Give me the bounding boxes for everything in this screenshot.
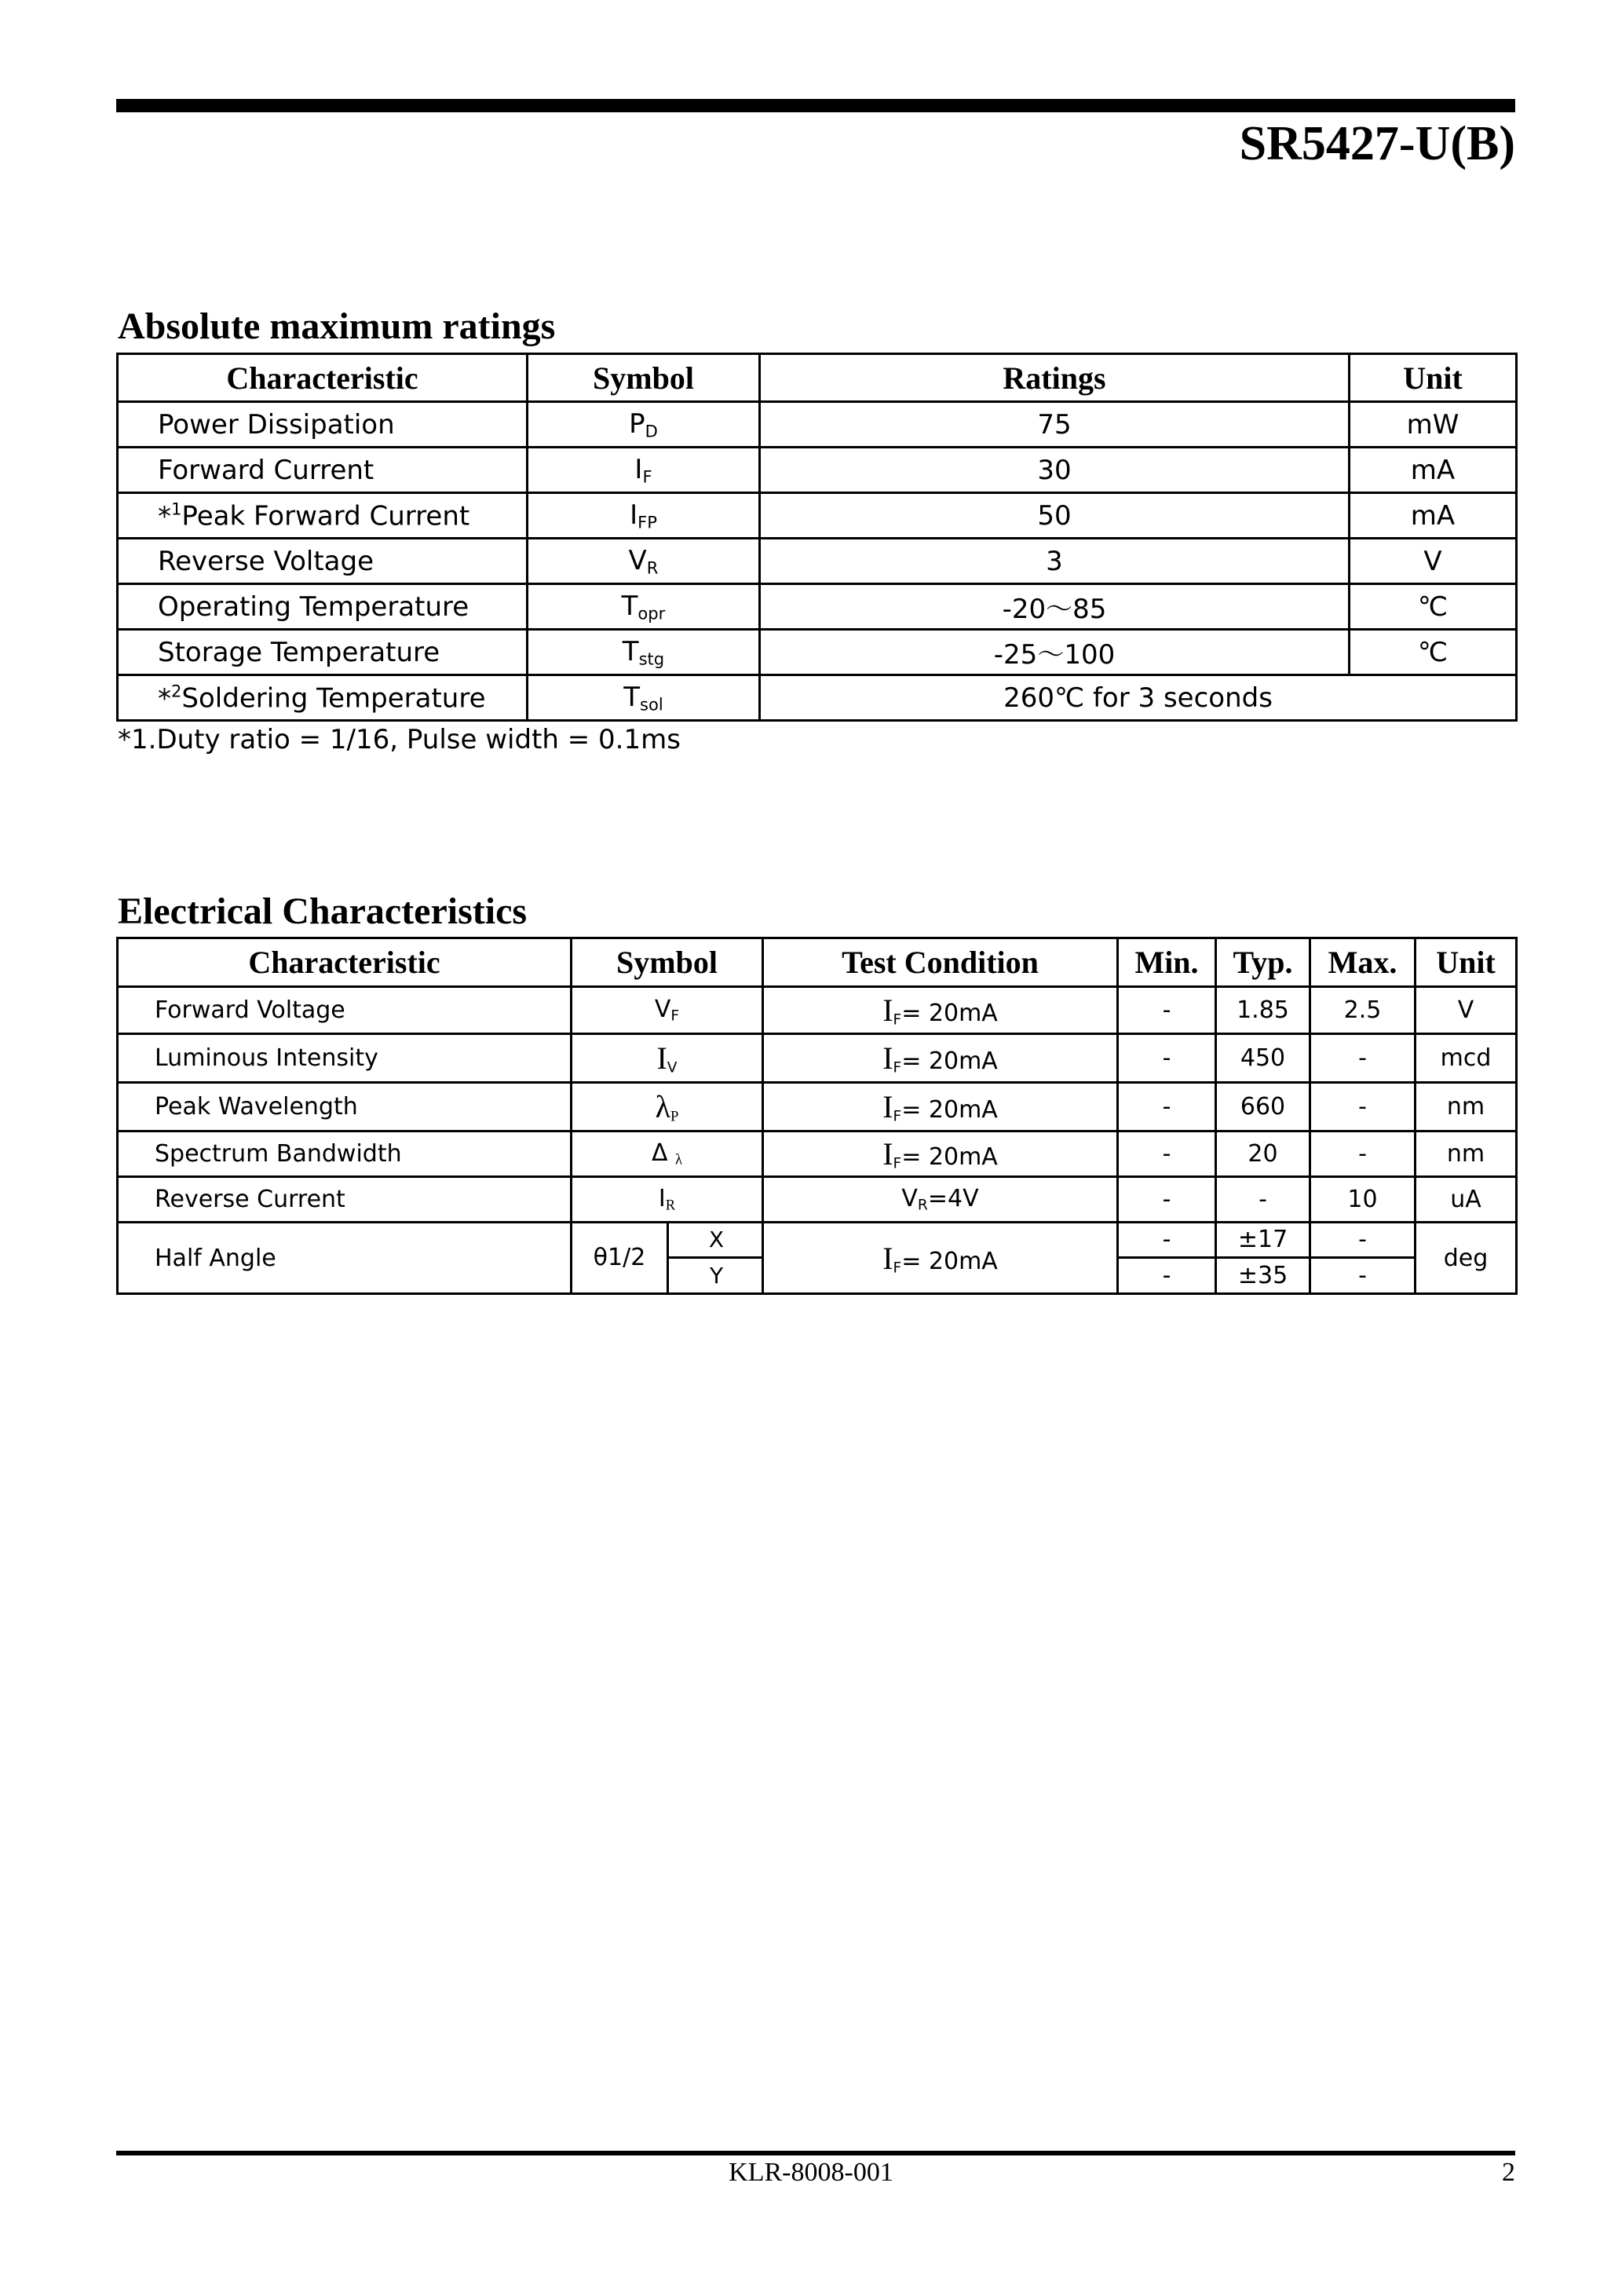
table-row — [118, 493, 1517, 539]
ec-condition: $I_F= 20mA$ — [763, 1083, 1118, 1132]
amr-symbol: $T_{opr}$ — [528, 584, 760, 630]
table-row — [118, 1034, 1517, 1083]
amr-symbol: $T_{stg}$ — [528, 630, 760, 675]
amr-symbol: $V_R$ — [528, 539, 760, 584]
ec-typ: - — [1216, 1177, 1310, 1223]
ec-symbol — [572, 1223, 763, 1294]
ec-max — [1310, 1223, 1416, 1294]
header-rule — [116, 99, 1515, 112]
ec-condition: $I_F= 20mA$ — [763, 987, 1118, 1034]
ec-condition: $I_F= 20mA$ — [763, 1223, 1118, 1294]
document-title: SR5427-U(B) — [1239, 117, 1515, 170]
ec-unit: deg — [1416, 1223, 1517, 1294]
axis-x-label: X — [708, 1227, 725, 1252]
ec-min: - — [1118, 1083, 1216, 1132]
ec-symbol: $I_V$ — [572, 1034, 763, 1083]
ec-max: 2.5 — [1310, 987, 1416, 1034]
amr-characteristic: Storage Temperature — [118, 630, 528, 675]
table-row — [118, 584, 1517, 630]
ec-max: - — [1310, 1083, 1416, 1132]
ec-max-x: - — [1311, 1223, 1414, 1259]
axis-y-label: Y — [709, 1263, 724, 1289]
amr-characteristic: Power Dissipation — [118, 402, 528, 448]
amr-unit: mA — [1350, 448, 1517, 493]
ec-header-symbol: Symbol — [572, 938, 763, 987]
ec-header-condition: Test Condition — [763, 938, 1118, 987]
ec-condition: $V_R=4V$ — [763, 1177, 1118, 1223]
amr-symbol: $T_{sol}$ — [528, 675, 760, 721]
ec-max: 10 — [1310, 1177, 1416, 1223]
ec-typ-y: ±35 — [1237, 1262, 1288, 1289]
ec-min: - — [1118, 987, 1216, 1034]
ec-typ: 660 — [1216, 1083, 1310, 1132]
ec-min: - — [1118, 1132, 1216, 1177]
ec-characteristic: Luminous Intensity — [118, 1034, 572, 1083]
amr-rating: -25～100 — [760, 630, 1350, 675]
amr-header-unit: Unit — [1350, 354, 1517, 402]
amr-rating: 30 — [760, 448, 1350, 493]
table-row — [118, 675, 1517, 721]
amr-symbol: $I_F$ — [528, 448, 760, 493]
ec-condition: $I_F= 20mA$ — [763, 1132, 1118, 1177]
table-row — [118, 1083, 1517, 1132]
ec-section-title: Electrical Characteristics — [118, 890, 528, 932]
table-row — [118, 539, 1517, 584]
ec-typ-x: ±17 — [1217, 1223, 1309, 1259]
table-row — [118, 630, 1517, 675]
ec-characteristic: Reverse Current — [118, 1177, 572, 1223]
ec-condition: $I_F= 20mA$ — [763, 1034, 1118, 1083]
amr-header-symbol: Symbol — [528, 354, 760, 402]
ec-typ: 450 — [1216, 1034, 1310, 1083]
amr-rating: -20～85 — [760, 584, 1350, 630]
ec-unit: mcd — [1416, 1034, 1517, 1083]
ec-unit: nm — [1416, 1132, 1517, 1177]
amr-footnote: *1.Duty ratio = 1/16, Pulse width = 0.1ms — [118, 724, 681, 755]
ec-min — [1118, 1223, 1216, 1294]
amr-unit: ℃ — [1350, 584, 1517, 630]
ec-typ: 20 — [1216, 1132, 1310, 1177]
table-row — [118, 1177, 1517, 1223]
ec-unit: nm — [1416, 1083, 1517, 1132]
ec-characteristic: Spectrum Bandwidth — [118, 1132, 572, 1177]
ec-header-typ: Typ. — [1216, 938, 1310, 987]
ec-header-characteristic: Characteristic — [118, 938, 572, 987]
ec-table — [116, 937, 1518, 1295]
amr-symbol: $P_D$ — [528, 402, 760, 448]
ec-unit: V — [1416, 987, 1517, 1034]
ec-header-row — [118, 938, 1517, 987]
amr-table — [116, 353, 1518, 722]
amr-unit: mW — [1350, 402, 1517, 448]
ec-symbol: $I_R$ — [572, 1177, 763, 1223]
table-row — [118, 402, 1517, 448]
amr-rating: 50 — [760, 493, 1350, 539]
ec-characteristic: Half Angle — [118, 1223, 572, 1294]
amr-characteristic: Reverse Voltage — [118, 539, 528, 584]
ec-max-y: - — [1358, 1262, 1367, 1289]
amr-characteristic: *$^1$Peak Forward Current — [118, 493, 528, 539]
table-row — [118, 1132, 1517, 1177]
ec-min: - — [1118, 1177, 1216, 1223]
footnote-marker: *$^1$ — [158, 499, 182, 532]
ec-symbol: $\lambda_P$ — [572, 1083, 763, 1132]
table-row — [118, 1223, 1517, 1294]
amr-header-characteristic: Characteristic — [118, 354, 528, 402]
ec-max: - — [1310, 1132, 1416, 1177]
ec-symbol: Δ $_\lambda$ — [572, 1132, 763, 1177]
amr-unit: V — [1350, 539, 1517, 584]
amr-rating: 260℃ for 3 seconds — [760, 675, 1517, 721]
ec-max: - — [1310, 1034, 1416, 1083]
amr-section-title: Absolute maximum ratings — [118, 305, 556, 347]
ec-header-max: Max. — [1310, 938, 1416, 987]
amr-rating: 3 — [760, 539, 1350, 584]
amr-characteristic: Forward Current — [118, 448, 528, 493]
footer-rule — [116, 2151, 1515, 2155]
amr-unit: mA — [1350, 493, 1517, 539]
ec-characteristic: Peak Wavelength — [118, 1083, 572, 1132]
ec-min-y: - — [1162, 1262, 1171, 1289]
table-row — [118, 448, 1517, 493]
document-code: KLR-8008-001 — [729, 2158, 893, 2187]
ec-header-unit: Unit — [1416, 938, 1517, 987]
amr-characteristic: Operating Temperature — [118, 584, 528, 630]
ec-typ — [1216, 1223, 1310, 1294]
ec-min-x: - — [1119, 1223, 1215, 1259]
footnote-marker: *$^2$ — [158, 681, 182, 715]
ec-min: - — [1118, 1034, 1216, 1083]
amr-symbol: $I_{FP}$ — [528, 493, 760, 539]
ec-typ: 1.85 — [1216, 987, 1310, 1034]
amr-characteristic: *$^2$Soldering Temperature — [118, 675, 528, 721]
ec-unit: uA — [1416, 1177, 1517, 1223]
amr-header-row — [118, 354, 1517, 402]
ec-characteristic: Forward Voltage — [118, 987, 572, 1034]
amr-unit: ℃ — [1350, 630, 1517, 675]
ec-header-min: Min. — [1118, 938, 1216, 987]
page-number: 2 — [1502, 2158, 1515, 2187]
amr-rating: 75 — [760, 402, 1350, 448]
theta-half-symbol: θ1/2 — [593, 1244, 646, 1271]
amr-header-ratings: Ratings — [760, 354, 1350, 402]
table-row — [118, 987, 1517, 1034]
ec-symbol: $V_F$ — [572, 987, 763, 1034]
